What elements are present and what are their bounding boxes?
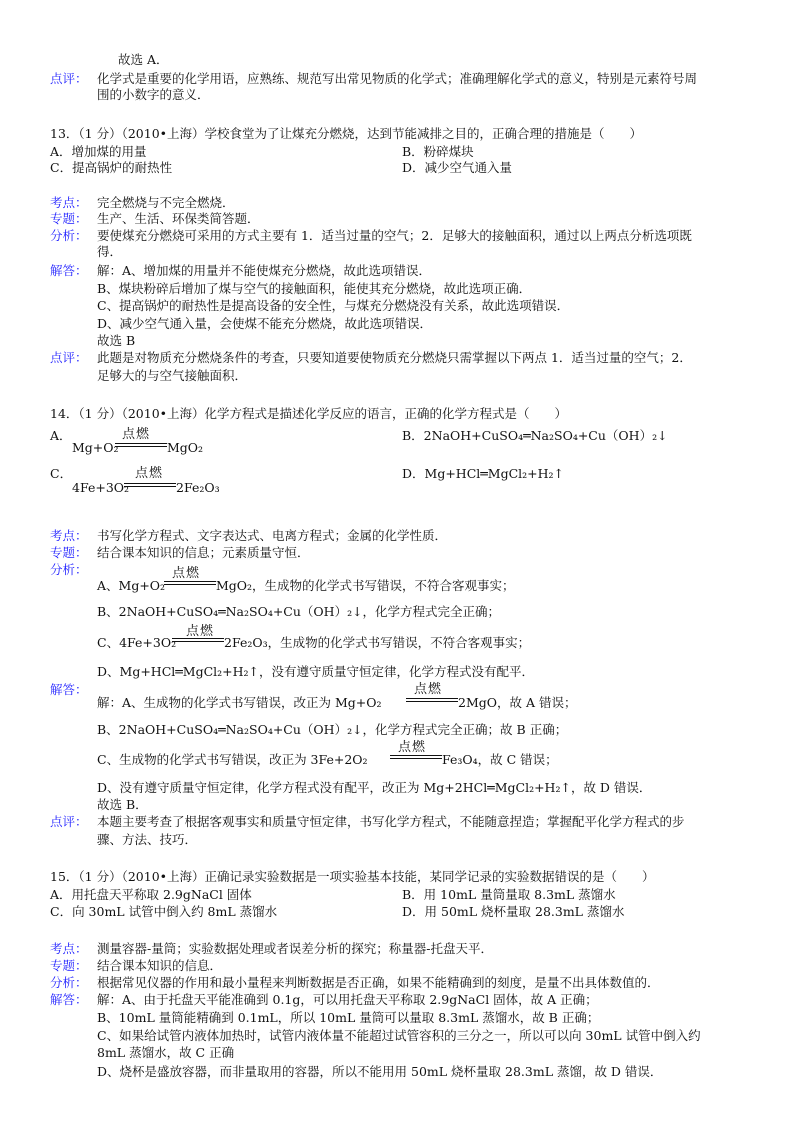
reaction-condition: 点燃 <box>172 566 201 581</box>
fenxi-a-left: A、Mg+O₂ <box>97 578 166 593</box>
q13-jieda-tag: 解答： <box>50 263 88 278</box>
jieda-c-left: C、生成物的化学式书写错误，改正为 3Fe+2O₂ <box>97 752 368 767</box>
fenxi-c-left: C、4Fe+3O₂ <box>97 635 177 650</box>
q15-jieda-line5: D、烧杯是盛放容器，而非量取用的容器，所以不能用用 50mL 烧杯量取 28.3mL 蒸馏，故 D 错误． <box>97 1064 663 1079</box>
q13-zhuanti-tag: 专题： <box>50 211 88 226</box>
q13-jieda-line1: 解：A、增加煤的用量并不能使煤充分燃烧，故此选项错误． <box>97 263 432 278</box>
reaction-condition: 点燃 <box>398 740 427 755</box>
reaction-condition: 点燃 <box>186 624 215 639</box>
q15-option-a: A．用托盘天平称取 2.9gNaCl 固体 <box>50 887 252 902</box>
q15-kaodian: 测量容器-量筒；实验数据处理或者误差分析的探究；称量器-托盘天平． <box>97 941 493 956</box>
reaction-condition: 点燃 <box>414 682 443 697</box>
q12-comment-tag: 点评： <box>50 71 88 86</box>
q13-dianping-line2: 足够大的与空气接触面积． <box>97 368 248 383</box>
q12-comment-line2: 围的小数字的意义． <box>97 87 210 102</box>
q13-fenxi-tag: 分析： <box>50 228 88 243</box>
equation-double-bar <box>124 483 176 484</box>
equation-right: 2Fe₂O₃ <box>176 480 220 495</box>
q14-zhuanti-tag: 专题： <box>50 545 88 560</box>
fenxi-c-right: 2Fe₂O₃，生成物的化学式书写错误，不符合客观事实； <box>224 635 531 650</box>
q13-dianping-tag: 点评： <box>50 350 88 365</box>
q14-jieda-d: D、没有遵守质量守恒定律，化学方程式没有配平，改正为 Mg+2HCl═MgCl₂+H₂↑，故 D 错误． <box>97 780 652 795</box>
q14-option-a-label: A． <box>50 428 72 443</box>
reaction-condition: 点燃 <box>135 466 164 481</box>
equation-double-bar <box>164 581 216 582</box>
equation-right: MgO₂ <box>167 440 204 455</box>
q13-fenxi-line2: 得． <box>97 244 123 259</box>
q13-dianping-line1: 此题是对物质充分燃烧条件的考查，只要知道要使物质充分燃烧只需掌握以下两点 1．适当过量的空气；2． <box>97 350 692 365</box>
q15-zhuanti-tag: 专题： <box>50 958 88 973</box>
q14-zhuanti: 结合课本知识的信息；元素质量守恒． <box>97 545 310 560</box>
jieda-c-right: Fe₃O₄，故 C 错误； <box>442 752 558 767</box>
jieda-a-right: 2MgO，故 A 错误； <box>458 695 577 710</box>
q14-option-b: B．2NaOH+CuSO₄═Na₂SO₄+Cu（OH）₂↓ <box>402 428 668 443</box>
q12-answer: 故选 A． <box>118 52 169 67</box>
equation-double-bar <box>406 701 458 702</box>
q15-jieda-line2: B、10mL 量筒能精确到 0.1mL，所以 10mL 量筒可以量取 8.3mL 蒸馏水，故 B 正确； <box>97 1010 600 1025</box>
q14-jieda-b: B、2NaOH+CuSO₄═Na₂SO₄+Cu（OH）₂↓，化学方程式完全正确；故 B 正确； <box>97 722 568 737</box>
q14-fenxi-tag: 分析： <box>50 562 88 577</box>
equation-double-bar <box>115 446 167 447</box>
q13-stem: 13．（1 分）（2010•上海）学校食堂为了让煤充分燃烧，达到节能减排之目的，正确合理的措施是（ ） <box>50 126 643 141</box>
q15-stem: 15．（1 分）（2010•上海）正确记录实验数据是一项实验基本技能，某同学记录的实验数据错误的是（ ） <box>50 869 655 884</box>
equation-double-bar <box>390 755 442 756</box>
q14-fenxi-d: D、Mg+HCl═MgCl₂+H₂↑，没有遵守质量守恒定律，化学方程式没有配平． <box>97 664 535 679</box>
q13-option-c: C．提高锅炉的耐热性 <box>50 160 173 175</box>
q14-jieda-e: 故选 B． <box>97 797 148 812</box>
q13-jieda-line3: C、提高锅炉的耐热性是提高设备的安全性，与煤充分燃烧没有关系，故此选项错误． <box>97 298 570 313</box>
fenxi-a-right: MgO₂，生成物的化学式书写错误，不符合客观事实； <box>216 578 515 593</box>
q13-jieda-line4: D、减少空气通入量，会使煤不能充分燃烧，故此选项错误． <box>97 316 433 331</box>
q12-comment-line1: 化学式是重要的化学用语，应熟练、规范写出常见物质的化学式；准确理解化学式的意义，特别是元素符号周 <box>97 71 698 86</box>
q13-fenxi-line1: 要使煤充分燃烧可采用的方式主要有 1．适当过量的空气；2．足够大的接触面积，通过以上两点分析选项既 <box>97 228 692 243</box>
q14-dianping-tag: 点评： <box>50 814 88 829</box>
equation-double-bar <box>115 443 167 444</box>
q15-zhuanti: 结合课本知识的信息． <box>97 958 223 973</box>
equation-left: 4Fe+3O₂ <box>72 480 130 495</box>
equation-left: Mg+O₂ <box>72 440 119 455</box>
q14-fenxi-b: B、2NaOH+CuSO₄═Na₂SO₄+Cu（OH）₂↓，化学方程式完全正确； <box>97 604 501 619</box>
equation-double-bar <box>164 584 216 585</box>
q14-jieda-tag: 解答： <box>50 682 88 697</box>
q13-zhuanti: 生产、生活、环保类简答题． <box>97 211 260 226</box>
q14-dianping-line1: 本题主要考查了根据客观事实和质量守恒定律，书写化学方程式，不能随意捏造；掌握配平化学方程式的步 <box>97 814 685 829</box>
q14-option-d: D．Mg+HCl═MgCl₂+H₂↑ <box>402 466 565 481</box>
q15-fenxi-tag: 分析： <box>50 975 88 990</box>
q13-kaodian: 完全燃烧与不完全燃烧． <box>97 195 235 210</box>
q14-dianping-line2: 骤、方法、技巧． <box>97 832 198 847</box>
q15-jieda-line1: 解：A、由于托盘天平能准确到 0.1g，可以用托盘天平称取 2.9gNaCl 固体，故 A 正确； <box>97 992 598 1007</box>
q15-fenxi: 根据常见仪器的作用和最小量程来判断数据是否正确，如果不能精确到的刻度，是量不出具体数值的． <box>97 975 660 990</box>
q15-option-c: C．向 30mL 试管中倒入约 8mL 蒸馏水 <box>50 904 278 919</box>
q13-kaodian-tag: 考点： <box>50 195 88 210</box>
equation-double-bar <box>172 641 224 642</box>
q15-kaodian-tag: 考点： <box>50 941 88 956</box>
q13-jieda-line5: 故选 B <box>97 333 136 348</box>
q14-stem: 14．（1 分）（2010•上海）化学方程式是描述化学反应的语言，正确的化学方程式是（ ） <box>50 406 568 421</box>
equation-double-bar <box>124 486 176 487</box>
q14-option-c-label: C． <box>50 466 73 481</box>
q15-jieda-line4: 8mL 蒸馏水，故 C 正确 <box>97 1045 235 1060</box>
q15-jieda-line3: C、如果给试管内液体加热时，试管内液体量不能超过试管容积的三分之一，所以可以向 30mL 试管中倒入约 <box>97 1028 701 1043</box>
q15-option-d: D．用 50mL 烧杯量取 28.3mL 蒸馏水 <box>402 904 625 919</box>
q14-kaodian-tag: 考点： <box>50 528 88 543</box>
equation-double-bar <box>406 698 458 699</box>
q15-option-b: B．用 10mL 量筒量取 8.3mL 蒸馏水 <box>402 887 616 902</box>
reaction-condition: 点燃 <box>122 427 151 442</box>
equation-double-bar <box>390 758 442 759</box>
q13-jieda-line2: B、煤块粉碎后增加了煤与空气的接触面积，能使其充分燃烧，故此选项正确． <box>97 281 532 296</box>
q13-option-d: D．减少空气通入量 <box>402 160 513 175</box>
q15-jieda-tag: 解答： <box>50 992 88 1007</box>
q14-kaodian: 书写化学方程式、文字表达式、电离方程式；金属的化学性质． <box>97 528 448 543</box>
q13-option-b: B．粉碎煤块 <box>402 144 474 159</box>
jieda-a-left: 解：A、生成物的化学式书写错误，改正为 Mg+O₂ <box>97 695 382 710</box>
q13-option-a: A．增加煤的用量 <box>50 144 147 159</box>
equation-double-bar <box>172 638 224 639</box>
